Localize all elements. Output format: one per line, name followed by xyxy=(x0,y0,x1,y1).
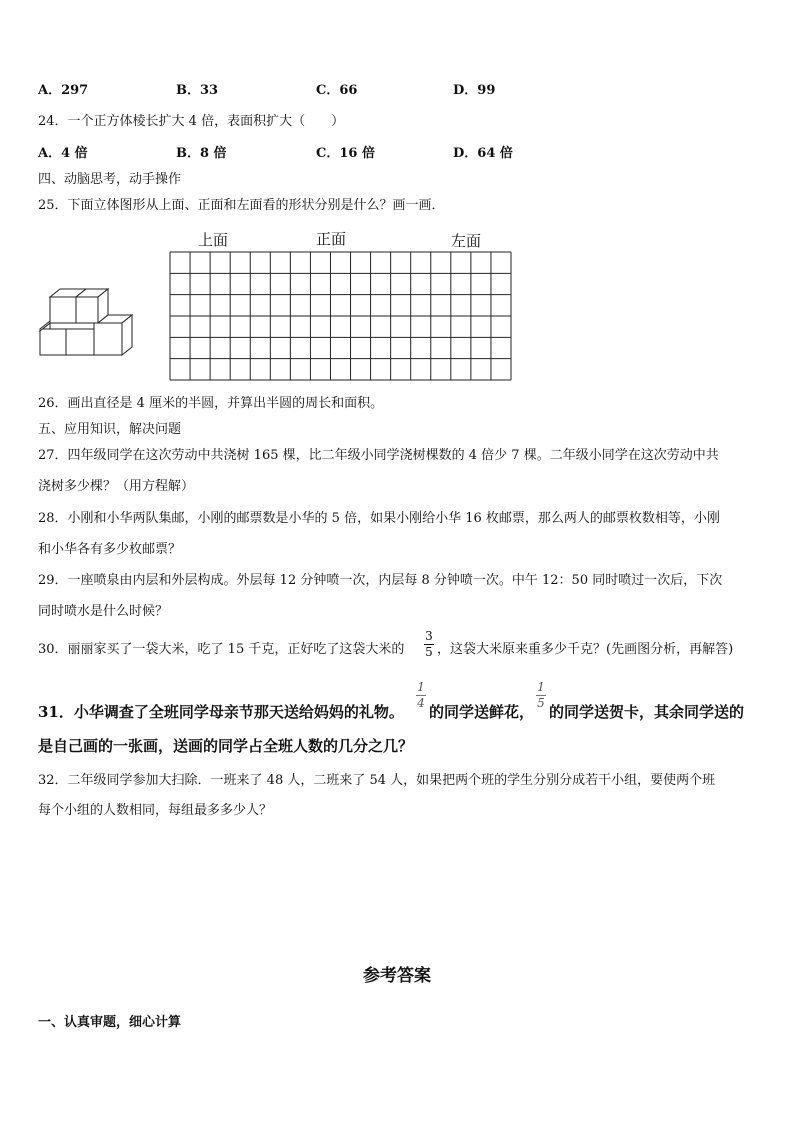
q31-line2: 是自己画的一张画，送画的同学占全班人数的几分之几？ xyxy=(38,737,414,755)
q30-text-part1: 30．丽丽家买了一袋大米，吃了 15 千克，正好吃了这袋大米的 xyxy=(38,642,405,657)
q31-text-part3: 的同学送贺卡，其余同学送的 xyxy=(549,703,745,721)
q29-line1: 29．一座喷泉由内层和外层构成。外层每 12 分钟喷一次，内层每 8 分钟喷一次。中午 12：50 同时喷过一次后，下次 xyxy=(38,573,723,588)
q23-option-c: C．66 xyxy=(316,83,358,98)
q30-fraction-numerator: 3 xyxy=(425,629,433,643)
section-4-heading: 四、动脑思考，动手操作 xyxy=(38,172,182,187)
section-5-heading: 五、应用知识，解决问题 xyxy=(38,422,182,437)
q26-text: 26．画出直径是 4 厘米的半圆，并算出半圆的周长和面积。 xyxy=(38,396,384,411)
q27-line2: 浇树多少棵？（用方程解） xyxy=(38,479,195,494)
q31-text-part2: 的同学送鲜花， xyxy=(429,703,535,721)
q30-fraction-denominator: 5 xyxy=(425,645,433,659)
q31-fraction-1-denominator: 4 xyxy=(417,696,425,710)
label-front-view: 正面 xyxy=(316,230,347,248)
drawing-grid[interactable] xyxy=(169,251,512,381)
answer-title: 参考答案 xyxy=(363,966,431,986)
label-left-view: 左面 xyxy=(451,232,482,250)
q23-option-a: A．297 xyxy=(38,83,89,98)
q30-text-part2: ，这袋大米原来重多少千克？(先画图分析，再解答) xyxy=(437,642,734,657)
q31-fraction-2-numerator: 1 xyxy=(537,680,545,694)
q30-fraction xyxy=(423,630,435,659)
q28-line1: 28．小刚和小华两队集邮，小刚的邮票数是小华的 5 倍，如果小刚给小华 16 枚邮票，那么两人的邮票枚数相等，小刚 xyxy=(38,511,720,526)
label-top-view: 上面 xyxy=(198,231,229,249)
q31-fraction-2 xyxy=(535,681,547,710)
q31-text-part1: 31．小华调查了全班同学母亲节那天送给妈妈的礼物。 xyxy=(38,703,404,721)
q27-line1: 27．四年级同学在这次劳动中共浇树 165 棵，比二年级小同学浇树棵数的 4 倍少 7 棵。二年级小同学在这次劳动中共 xyxy=(38,448,719,463)
q31-fraction-1 xyxy=(415,681,427,710)
q25-text: 25．下面立体图形从上面、正面和左面看的形状分别是什么？画一画． xyxy=(38,198,445,213)
q31-fraction-1-numerator: 1 xyxy=(417,680,425,694)
q24-option-c: C．16 倍 xyxy=(316,146,375,161)
q23-option-d: D．99 xyxy=(453,83,496,98)
q24-option-b: B．8 倍 xyxy=(176,146,227,161)
cube-stack-figure xyxy=(38,287,134,357)
q32-line1: 32．二年级同学参加大扫除．一班来了 48 人，二班来了 54 人，如果把两个班的学生分别分成若干小组，要使两个班 xyxy=(38,773,716,788)
q29-line2: 同时喷水是什么时候？ xyxy=(38,604,169,619)
q32-line2: 每个小组的人数相同，每组最多多少人？ xyxy=(38,803,273,818)
q24-text: 24．一个正方体棱长扩大 4 倍，表面积扩大（ ） xyxy=(38,114,345,129)
q24-option-d: D．64 倍 xyxy=(453,146,513,161)
q28-line2: 和小华各有多少枚邮票？ xyxy=(38,542,182,557)
answer-section-1-heading: 一、认真审题，细心计算 xyxy=(38,1015,182,1030)
q23-option-b: B．33 xyxy=(176,83,219,98)
q24-option-a: A．4 倍 xyxy=(38,146,88,161)
q31-fraction-2-denominator: 5 xyxy=(537,696,545,710)
